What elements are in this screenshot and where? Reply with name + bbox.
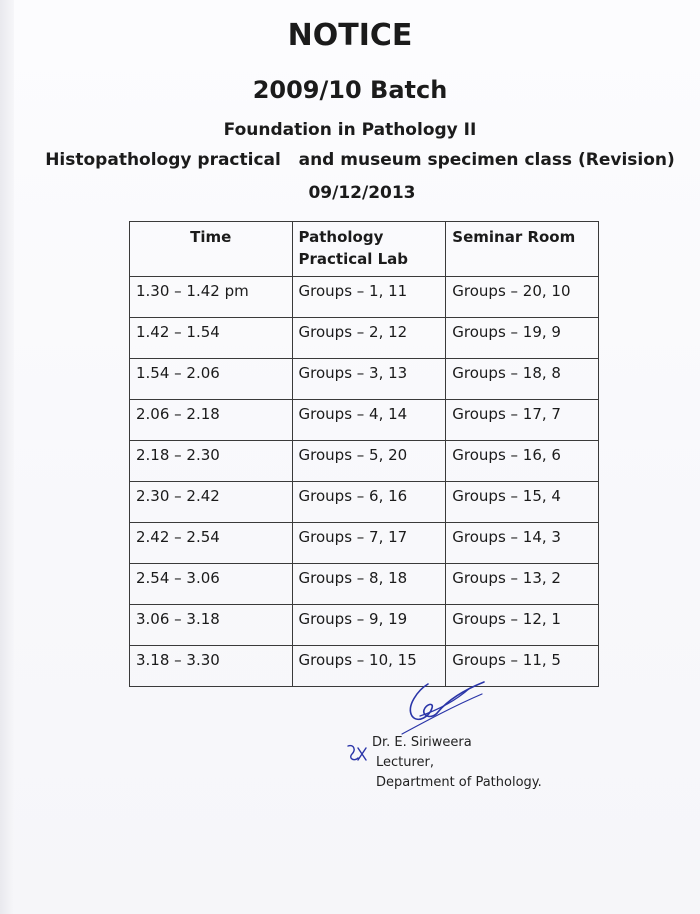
handwritten-initials (344, 740, 372, 768)
table-row (130, 400, 599, 441)
cell-lab: Groups – 4, 14 (292, 400, 446, 441)
header-lab: Pathology Practical Lab (292, 222, 446, 277)
header-time: Time (130, 222, 293, 277)
cell-time: 1.30 – 1.42 pm (130, 277, 293, 318)
table-row (130, 523, 599, 564)
table-row (130, 482, 599, 523)
cell-seminar: Groups – 12, 1 (446, 605, 599, 646)
cell-seminar: Groups – 15, 4 (446, 482, 599, 523)
table-row (130, 605, 599, 646)
cell-seminar: Groups – 11, 5 (446, 646, 599, 687)
batch-title: 2009/10 Batch (252, 76, 448, 104)
signatory-department: Department of Pathology. (376, 775, 542, 790)
course-title: Foundation in Pathology II (223, 120, 477, 140)
cell-time: 2.42 – 2.54 (130, 523, 293, 564)
table-row (130, 441, 599, 482)
cell-lab: Groups – 3, 13 (292, 359, 446, 400)
notice-date: 09/12/2013 (308, 183, 416, 203)
cell-time: 3.18 – 3.30 (130, 646, 293, 687)
header-seminar: Seminar Room (446, 222, 599, 277)
table-row (130, 646, 599, 687)
cell-lab: Groups – 1, 11 (292, 277, 446, 318)
cell-time: 1.54 – 2.06 (130, 359, 293, 400)
cell-seminar: Groups – 13, 2 (446, 564, 599, 605)
notice-heading: NOTICE (287, 18, 413, 53)
cell-time: 2.30 – 2.42 (130, 482, 293, 523)
table-row (130, 318, 599, 359)
signatory-block (372, 733, 542, 793)
table-row (130, 359, 599, 400)
cell-seminar: Groups – 17, 7 (446, 400, 599, 441)
table-row (130, 564, 599, 605)
cell-seminar: Groups – 18, 8 (446, 359, 599, 400)
cell-lab: Groups – 6, 16 (292, 482, 446, 523)
handwritten-signature (398, 676, 498, 736)
cell-seminar: Groups – 16, 6 (446, 441, 599, 482)
cell-lab: Groups – 10, 15 (292, 646, 446, 687)
cell-seminar: Groups – 19, 9 (446, 318, 599, 359)
cell-seminar: Groups – 20, 10 (446, 277, 599, 318)
cell-time: 2.18 – 2.30 (130, 441, 293, 482)
signatory-name: Dr. E. Siriweera (372, 735, 472, 750)
cell-time: 1.42 – 1.54 (130, 318, 293, 359)
cell-lab: Groups – 9, 19 (292, 605, 446, 646)
table-header-row (130, 222, 599, 277)
schedule-table (129, 221, 599, 687)
cell-lab: Groups – 5, 20 (292, 441, 446, 482)
cell-time: 2.54 – 3.06 (130, 564, 293, 605)
cell-lab: Groups – 8, 18 (292, 564, 446, 605)
cell-time: 3.06 – 3.18 (130, 605, 293, 646)
class-title: Histopathology practical and museum specimen class (Revision) (45, 150, 675, 170)
schedule-body (130, 277, 599, 687)
cell-seminar: Groups – 14, 3 (446, 523, 599, 564)
cell-lab: Groups – 2, 12 (292, 318, 446, 359)
cell-lab: Groups – 7, 17 (292, 523, 446, 564)
cell-time: 2.06 – 2.18 (130, 400, 293, 441)
signatory-title: Lecturer, (376, 755, 435, 770)
table-row (130, 277, 599, 318)
